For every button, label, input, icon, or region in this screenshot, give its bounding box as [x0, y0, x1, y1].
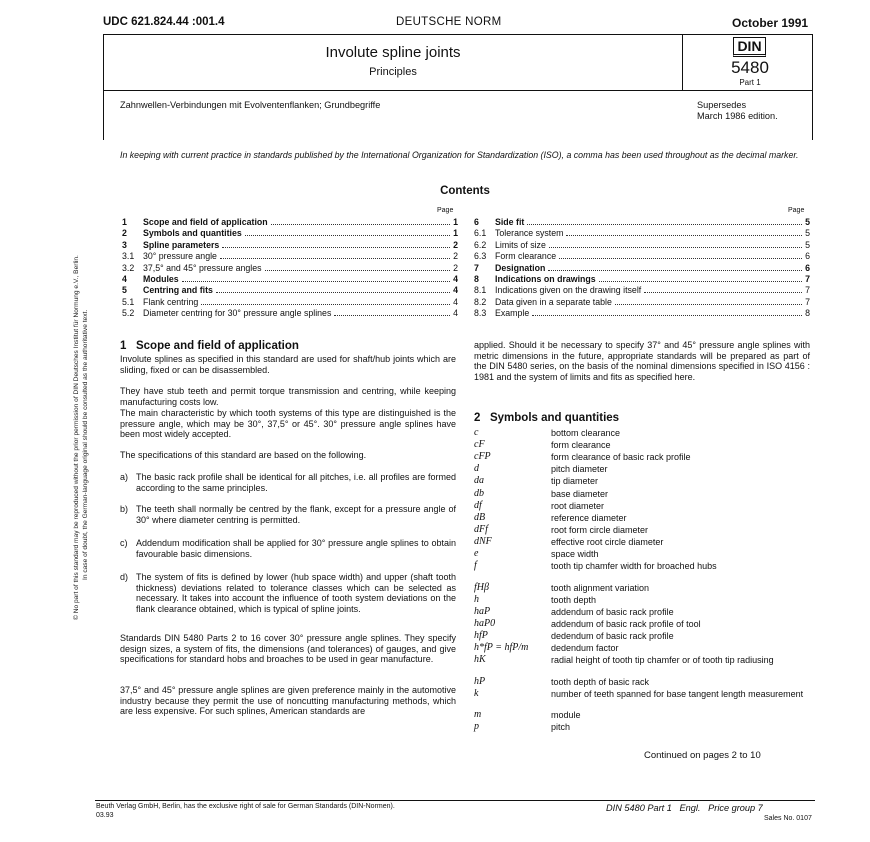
- sales-number: Sales No. 0107: [764, 815, 812, 822]
- symbol: da: [474, 475, 484, 487]
- contents-entry-number: 8.1: [474, 285, 487, 296]
- section-1-paragraph-1: Involute splines as specified in this standard are used for shaft/hub joints which are sliding, fixed or can be disassembled.: [120, 354, 456, 375]
- symbol: k: [474, 687, 479, 699]
- contents-entry: [122, 297, 458, 307]
- dot-leader: [182, 281, 450, 282]
- contents-entry-number: 4: [122, 274, 127, 284]
- list-item-c: [120, 538, 456, 559]
- contents-entry: [122, 308, 458, 318]
- section-1-paragraph-5: Standards DIN 5480 Parts 2 to 16 cover 30° pressure angle splines. They specify design sizes, a system of fits, the dimensions (and tolerances) of gauges, and give specifications for standard hobs and broaches to be used in gear manufacture.: [120, 633, 456, 665]
- symbol-description: pitch diameter: [551, 464, 608, 475]
- symbol: m: [474, 709, 482, 721]
- dot-leader: [265, 270, 451, 271]
- footer-document-id: DIN 5480 Part 1 Engl. Price group 7: [606, 803, 763, 813]
- symbol-description: root form circle diameter: [551, 524, 649, 535]
- contents-entry-number: 5.2: [122, 308, 135, 319]
- body-right-rule: [812, 90, 813, 140]
- dot-leader: [527, 224, 802, 225]
- symbol-description: addendum of basic rack profile: [551, 606, 674, 617]
- list-item-a: [120, 472, 456, 493]
- contents-entry-title: Diameter centring for 30° pressure angle splines: [143, 308, 332, 319]
- contents-entry-title: Form clearance: [495, 251, 557, 262]
- symbol-description: tooth alignment variation: [551, 582, 650, 593]
- copyright-note-line-1: © No part of this standard may be reproduced without the prior permission of DIN Deutsches Institut für Normung e.V., Berlin.: [73, 255, 80, 620]
- symbol-description: root diameter: [551, 500, 605, 511]
- symbol: cF: [474, 439, 485, 451]
- symbol: h*fP = hfP/m: [474, 642, 529, 654]
- contents-entry-title: Tolerance system: [495, 228, 564, 239]
- symbol: hfP: [474, 630, 488, 641]
- contents-entry-title: Spline parameters: [143, 239, 220, 250]
- contents-entry: [474, 297, 810, 307]
- symbol-description: space width: [551, 549, 599, 559]
- dot-leader: [566, 235, 802, 236]
- contents-entry: [474, 274, 810, 284]
- symbol-description: tooth tip chamfer width for broached hubs: [551, 561, 717, 572]
- symbol: dB: [474, 511, 486, 523]
- part-number: Part 1: [739, 78, 761, 87]
- supersedes-line-1: Supersedes: [697, 100, 747, 110]
- contents-entry-number: 3: [122, 239, 127, 250]
- dot-leader: [222, 247, 450, 248]
- contents-entry-number: 3.2: [122, 262, 135, 273]
- symbol-description: bottom clearance: [551, 428, 621, 438]
- symbol-description: tip diameter: [551, 476, 599, 487]
- dot-leader: [599, 281, 802, 282]
- contents-entry-page: 4: [453, 296, 458, 307]
- section-2-heading: 2 Symbols and quantities: [474, 412, 620, 424]
- udc-number: UDC 621.824.44 :001.4: [103, 16, 225, 28]
- symbol: p: [474, 721, 479, 733]
- contents-entry: [122, 251, 458, 261]
- contents-entry-number: 8.2: [474, 296, 487, 307]
- list-item-label: c): [120, 538, 128, 548]
- symbol: dNF: [474, 535, 492, 547]
- symbol-description: radial height of tooth tip chamfer or of tooth tip radiusing: [551, 655, 774, 666]
- contents-entry-number: 6.1: [474, 228, 487, 239]
- contents-entry: [474, 308, 810, 318]
- symbol-description: dedendum factor: [551, 643, 619, 654]
- contents-entry-page: 7: [805, 296, 810, 307]
- contents-entry-page: 7: [805, 274, 810, 284]
- symbol: e: [474, 548, 479, 559]
- dot-leader: [549, 247, 802, 248]
- contents-heading: Contents: [440, 185, 490, 197]
- contents-entry-page: 8: [805, 308, 810, 319]
- document-title: Involute spline joints: [325, 44, 461, 61]
- contents-entry: [122, 285, 458, 295]
- list-item-label: a): [120, 472, 129, 482]
- contents-entry-page: 4: [453, 274, 458, 284]
- symbol: hK: [474, 654, 486, 666]
- contents-entry-page: 1: [453, 228, 458, 239]
- symbol: f: [474, 560, 477, 572]
- contents-entry-page: 6: [805, 251, 810, 262]
- list-item-text: Addendum modification shall be applied for 30° pressure angle splines to obtain favourable basic dimensions.: [136, 538, 456, 559]
- symbol-description: tooth depth: [551, 594, 597, 605]
- intro-note: In keeping with current practice in standards published by the International Organization for Standardization (ISO), a comma has been used throughout as the decimal marker.: [120, 150, 799, 160]
- contents-entry: [122, 240, 458, 250]
- publisher-note: Beuth Verlag GmbH, Berlin, has the exclusive right of sale for German Standards (DIN-Normen).: [96, 803, 395, 810]
- contents-entry-title: Side fit: [495, 217, 525, 227]
- symbol-description: reference diameter: [551, 512, 627, 523]
- dot-leader: [559, 258, 802, 259]
- contents-entry: [474, 228, 810, 238]
- contents-entry-title: Indications on drawings: [495, 274, 596, 284]
- contents-entry: [122, 217, 458, 227]
- dot-leader: [334, 315, 450, 316]
- list-item-text: The basic rack profile shall be identical for all pitches, i.e. all profiles are formed according to the same principles.: [136, 472, 456, 493]
- contents-entry-title: Designation: [495, 262, 546, 273]
- dot-leader: [615, 304, 802, 305]
- symbol: cFP: [474, 451, 491, 463]
- dot-leader: [220, 258, 450, 259]
- contents-entry-number: 1: [122, 217, 127, 227]
- section-1-heading: 1 Scope and field of application: [120, 340, 299, 352]
- symbol: c: [474, 427, 479, 438]
- contents-entry-title: Scope and field of application: [143, 217, 268, 227]
- contents-entry-title: Limits of size: [495, 239, 546, 250]
- dot-leader: [548, 270, 802, 271]
- list-item-b: [120, 504, 456, 525]
- header-left-rule: [103, 34, 104, 90]
- symbol-description: tooth depth of basic rack: [551, 676, 650, 687]
- page-label-right: Page: [788, 207, 805, 214]
- contents-entry-page: 6: [805, 262, 810, 273]
- symbol: hP: [474, 675, 486, 687]
- contents-entry: [474, 240, 810, 250]
- symbol-description: pitch: [551, 722, 571, 733]
- contents-entry-page: 2: [453, 239, 458, 250]
- contents-entry: [122, 274, 458, 284]
- symbol: dFf: [474, 523, 488, 535]
- symbol: h: [474, 593, 479, 605]
- header-divider: [682, 34, 683, 90]
- contents-entry-number: 7: [474, 262, 479, 273]
- dot-leader: [245, 235, 450, 236]
- list-item-d: [120, 572, 456, 615]
- contents-entry-page: 5: [805, 239, 810, 250]
- list-item-label: d): [120, 572, 129, 582]
- contents-entry-number: 5.1: [122, 296, 135, 307]
- contents-entry-title: Flank centring: [143, 296, 199, 307]
- din-logo: DIN: [733, 37, 766, 57]
- contents-entry-number: 2: [122, 228, 127, 239]
- document-subtitle: Principles: [369, 66, 417, 78]
- body-left-rule: [103, 90, 104, 140]
- symbol-description: module: [551, 710, 581, 721]
- contents-entry-page: 4: [453, 285, 458, 296]
- contents-entry: [122, 263, 458, 273]
- contents-entry-page: 1: [453, 217, 458, 227]
- contents-entry: [474, 285, 810, 295]
- contents-entry-page: 5: [805, 217, 810, 227]
- symbol-description: effective root circle diameter: [551, 536, 664, 547]
- contents-entry-page: 4: [453, 308, 458, 319]
- contents-entry-title: Example: [495, 308, 530, 319]
- symbol: db: [474, 487, 484, 499]
- date-code: 03.93: [96, 812, 114, 819]
- dot-leader: [271, 224, 450, 225]
- dot-leader: [532, 315, 802, 316]
- contents-entry-title: 30° pressure angle: [143, 251, 217, 262]
- header-bottom-rule: [103, 90, 813, 91]
- symbol: df: [474, 499, 482, 511]
- contents-entry-number: 3.1: [122, 251, 135, 262]
- contents-entry-number: 6.2: [474, 239, 487, 250]
- symbol-description: addendum of basic rack profile of tool: [551, 618, 701, 629]
- list-item-text: The teeth shall normally be centred by the flank, except for a pressure angle of 30° where diameter centring is permitted.: [136, 504, 456, 525]
- contents-entry-number: 6.3: [474, 251, 487, 262]
- contents-entry-title: Centring and fits: [143, 285, 213, 296]
- contents-entry-title: Data given in a separate table: [495, 296, 612, 307]
- dot-leader: [644, 292, 802, 293]
- dot-leader: [201, 304, 450, 305]
- contents-entry: [474, 217, 810, 227]
- symbol: d: [474, 463, 479, 475]
- section-1-paragraph-4: The specifications of this standard are based on the following.: [120, 450, 367, 460]
- contents-entry: [474, 263, 810, 273]
- section-1-paragraph-6: 37,5° and 45° pressure angle splines are given preference mainly in the automotive industry because they permit the use of noncutting manufacturing methods, which are less expensive. For such splines, American standards are: [120, 685, 456, 717]
- page-label-left: Page: [437, 207, 454, 214]
- contents-entry-number: 6: [474, 217, 479, 227]
- footer-rule: [95, 800, 815, 801]
- contents-entry-title: Symbols and quantities: [143, 228, 242, 239]
- german-title: Zahnwellen-Verbindungen mit Evolventenflanken; Grundbegriffe: [120, 100, 381, 110]
- supersedes-line-2: March 1986 edition.: [697, 111, 778, 121]
- contents-entry-number: 5: [122, 285, 127, 296]
- contents-entry-page: 5: [805, 228, 810, 239]
- symbol: haP0: [474, 617, 496, 629]
- list-item-text: The system of fits is defined by lower (hub space width) and upper (shaft tooth thickness) deviations related to tolerance classes which can be selected as necessary. It takes into account the influence of tooth system deviations on the flank clearance obtained, which is typical of spline joints.: [136, 572, 456, 615]
- symbol-description: form clearance: [551, 440, 611, 451]
- continued-note: Continued on pages 2 to 10: [644, 750, 761, 761]
- section-1-paragraph-2: They have stub teeth and permit torque transmission and centring, while keeping manufacturing costs low.: [120, 386, 456, 407]
- symbol-description: base diameter: [551, 488, 609, 499]
- din-number: 5480: [731, 58, 769, 77]
- symbol-description: number of teeth spanned for base tangent length measurement: [551, 688, 804, 699]
- section-1-paragraph-3: The main characteristic by which tooth systems of this type are distinguished is the pressure angle, which may be 30°, 37,5° or 45°. 30° pressure angle splines have been most widely accepted.: [120, 408, 456, 440]
- header-top-rule: [103, 34, 813, 35]
- contents-entry-number: 8.3: [474, 308, 487, 319]
- contents-entry-title: Modules: [143, 274, 179, 284]
- list-item-label: b): [120, 504, 129, 514]
- contents-entry-page: 7: [805, 285, 810, 296]
- symbol-description: form clearance of basic rack profile: [551, 452, 691, 463]
- contents-entry: [474, 251, 810, 261]
- contents-entry-page: 2: [453, 262, 458, 273]
- dot-leader: [216, 292, 450, 293]
- contents-entry-title: Indications given on the drawing itself: [495, 285, 642, 296]
- contents-entry-number: 8: [474, 274, 479, 284]
- contents-entry-page: 2: [453, 251, 458, 262]
- contents-entry-title: 37,5° and 45° pressure angles: [143, 262, 262, 273]
- symbol: fHβ: [474, 581, 489, 593]
- copyright-note-line-2: In case of doubt, the German-language original should be consulted as the authoritative text.: [82, 309, 89, 580]
- issue-date: October 1991: [732, 16, 809, 30]
- symbol: haP: [474, 605, 491, 617]
- section-1-paragraph-7: applied. Should it be necessary to specify 37° and 45° pressure angle splines with metric dimensions in the future, appropriate standards will be prepared as part of the DIN 5480 series, on the basis of the nominal dimensions specified in ISO 4156 : 1981 and the system of limits and fits as specified here.: [474, 340, 810, 383]
- norm-label: DEUTSCHE NORM: [396, 16, 502, 28]
- header-right-rule: [812, 34, 813, 90]
- symbol-description: dedendum of basic rack profile: [551, 631, 674, 641]
- contents-entry: [122, 228, 458, 238]
